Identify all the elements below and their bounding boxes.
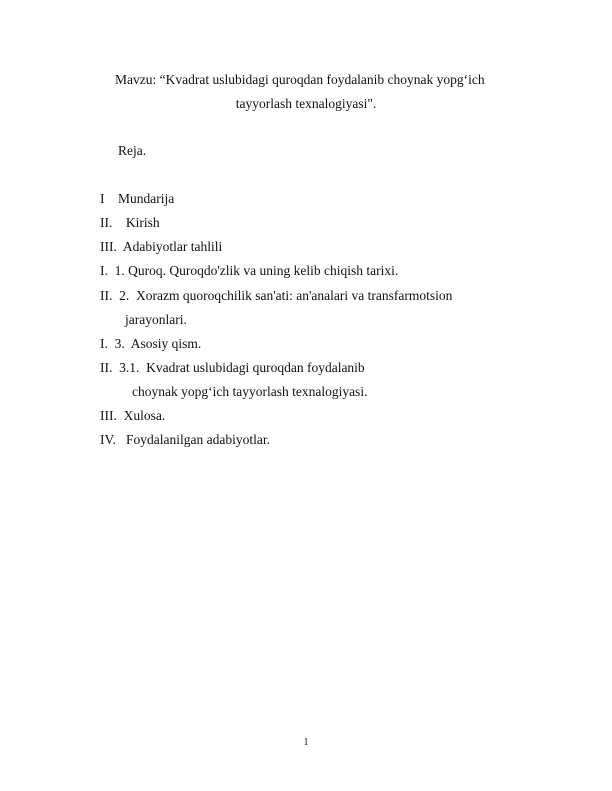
toc-item: II. Kirish: [100, 215, 160, 230]
toc-item: I. 1. Quroq. Quroqdo'zlik va uning kelib chiqish tarixi.: [100, 263, 399, 278]
toc-item: III. Adabiyotlar tahlili: [100, 239, 223, 254]
toc-item: II. 3.1. Kvadrat uslubidagi quroqdan foydalanib: [100, 360, 365, 375]
toc-item: II. 2. Xorazm quoroqchilik san'ati: an'analari va transfarmotsion: [100, 288, 453, 303]
toc-item-continuation: choynak yopg‘ich tayyorlash texnalogiyasi.: [132, 384, 368, 399]
title-line-1: Mavzu: “Kvadrat uslubidagi quroqdan foydalanib choynak yopg‘ich: [115, 72, 485, 87]
toc-item: III. Xulosa.: [100, 408, 166, 423]
toc-item-continuation: jarayonlari.: [125, 312, 187, 327]
toc-item: I. 3. Asosiy qism.: [100, 336, 202, 351]
toc-item: IV. Foydalanilgan adabiyotlar.: [100, 432, 270, 447]
toc-item: I Mundarija: [100, 191, 175, 206]
title-line-2: tayyorlash texnalogiyasi".: [235, 96, 377, 111]
plan-heading: Reja.: [118, 143, 147, 158]
page-number: 1: [303, 737, 309, 748]
